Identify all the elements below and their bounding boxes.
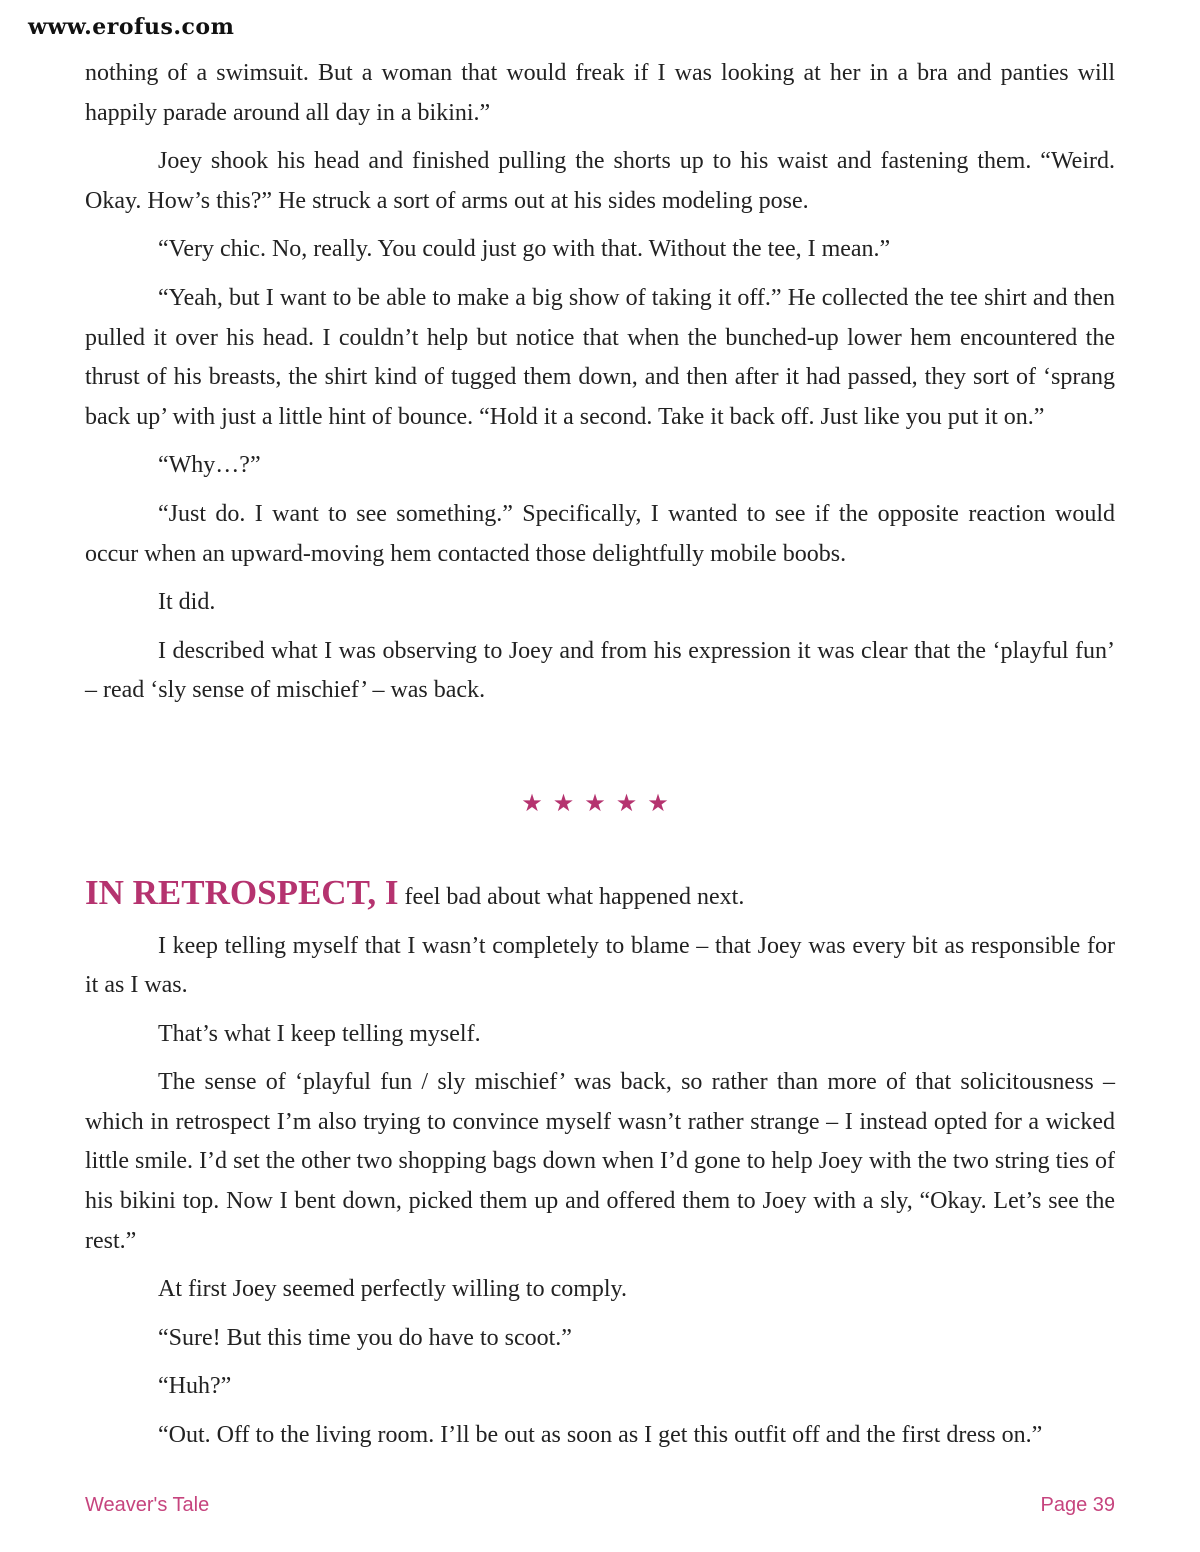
footer-page-number: Page 39 xyxy=(1040,1494,1115,1516)
paragraph: “Sure! But this time you do have to scoot.” xyxy=(158,1324,572,1351)
paragraph: It did. xyxy=(158,589,216,616)
section-opening-paragraph xyxy=(85,873,1115,918)
paragraph: At first Joey seemed perfectly willing to comply. xyxy=(158,1276,627,1303)
paragraph: The sense of ‘playful fun / sly mischief’ was back, so rather than more of that solicitousness – which in retrospect I’m also trying to convince myself wasn’t rather strange – I instead opted for a wicked little smile. I’d set the other two shopping bags down when I’d gone to help Joey with the two string ties of his bikini top. Now I bent down, picked them up and offered them to Joey with a sly, “Okay. Let’s see the rest.” xyxy=(85,1069,1115,1254)
section-lead-caps: IN RETROSPECT, I xyxy=(85,872,399,912)
paragraph: “Very chic. No, really. You could just go with that. Without the tee, I mean.” xyxy=(158,236,891,263)
paragraph: That’s what I keep telling myself. xyxy=(158,1020,481,1047)
paragraph: I described what I was observing to Joey and from his expression it was clear that the ‘playful fun’ – read ‘sly sense of mischief’ – was back. xyxy=(85,637,1115,704)
paragraph: Joey shook his head and finished pulling the shorts up to his waist and fastening them. “Weird. Okay. How’s this?” He struck a sort of arms out at his sides modeling pose. xyxy=(85,148,1115,214)
paragraph: “Just do. I want to see something.” Specifically, I wanted to see if the opposite reaction would occur when an upward-moving hem contacted those delightfully mobile boobs. xyxy=(85,500,1115,567)
paragraph: “Yeah, but I want to be able to make a big show of taking it off.” He collected the tee shirt and then pulled it over his head. I couldn’t help but notice that when the bunched-up lower hem encountered the thrust of his breasts, the shirt kind of tugged them down, and then after it had passed, they sort of ‘sprang back up’ with just a little hint of bounce. “Hold it a second. Take it back off. Just like you put it on.” xyxy=(85,284,1115,430)
section-separator-stars: ★★★★★ xyxy=(521,788,679,817)
section-lead-rest: feel bad about what happened next. xyxy=(398,883,745,910)
paragraph: “Huh?” xyxy=(158,1373,232,1400)
footer-book-title: Weaver's Tale xyxy=(85,1494,210,1516)
paragraph: “Why…?” xyxy=(158,452,261,479)
paragraph: nothing of a swimsuit. But a woman that would freak if I was looking at her in a bra and panties will happily parade around all day in a bikini.” xyxy=(85,60,1115,126)
paragraph: “Out. Off to the living room. I’ll be out as soon as I get this outfit off and the first dress on.” xyxy=(158,1422,1043,1449)
page-body xyxy=(85,54,1115,1465)
paragraph: I keep telling myself that I wasn’t completely to blame – that Joey was every bit as responsible for it as I was. xyxy=(85,932,1115,999)
watermark-text: www.erofus.com xyxy=(28,14,235,40)
